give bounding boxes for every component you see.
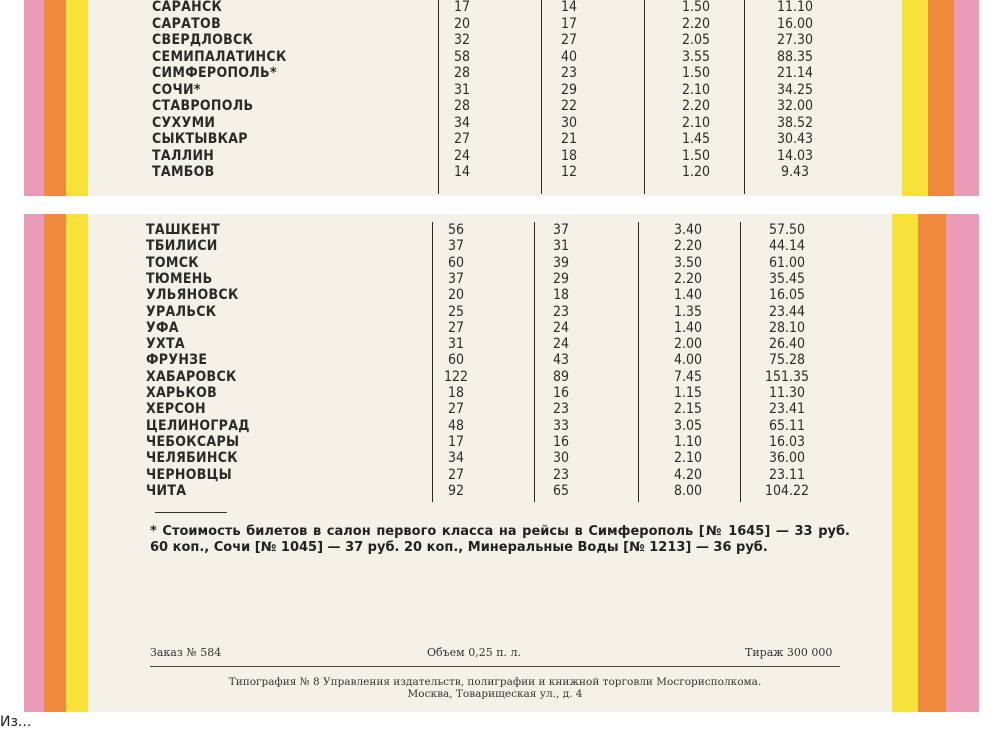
city-name: САРАТОВ bbox=[152, 15, 221, 32]
value-col-3: 1.15 bbox=[673, 385, 703, 401]
value-col-4: 57.50 bbox=[768, 222, 806, 238]
table-row bbox=[24, 483, 979, 499]
city-name: ТЮМЕНЬ bbox=[146, 270, 213, 287]
value-col-1: 34 bbox=[447, 450, 465, 467]
value-col-4: 16.05 bbox=[768, 287, 806, 304]
value-col-2: 27 bbox=[560, 32, 578, 48]
fares-table-bottom bbox=[24, 222, 979, 512]
value-col-3: 1.45 bbox=[681, 131, 711, 147]
city-name: ХАРЬКОВ bbox=[146, 385, 217, 401]
value-col-3: 2.10 bbox=[673, 450, 703, 467]
value-col-1: 17 bbox=[447, 433, 465, 450]
value-col-1: 27 bbox=[447, 319, 465, 336]
value-col-2: 16 bbox=[552, 385, 570, 401]
city-name: СИМФЕРОПОЛЬ* bbox=[152, 65, 277, 81]
value-col-2: 23 bbox=[552, 303, 570, 320]
city-name: УХТА bbox=[146, 336, 185, 353]
value-col-3: 3.50 bbox=[673, 254, 703, 271]
value-col-1: 37 bbox=[447, 238, 465, 255]
value-col-3: 2.20 bbox=[673, 238, 703, 255]
value-col-1: 60 bbox=[447, 352, 465, 369]
value-col-2: 29 bbox=[560, 81, 578, 98]
value-col-2: 23 bbox=[552, 401, 570, 418]
footnote-rule bbox=[155, 512, 227, 513]
value-col-4: 65.11 bbox=[768, 417, 806, 434]
value-col-4: 14.03 bbox=[776, 147, 814, 164]
value-col-4: 9.43 bbox=[780, 164, 810, 180]
value-col-4: 16.03 bbox=[768, 433, 806, 450]
value-col-2: 18 bbox=[560, 147, 578, 164]
city-name: ХАБАРОВСК bbox=[146, 368, 237, 385]
table-row bbox=[24, 434, 979, 450]
city-name: ТАЛЛИН bbox=[152, 147, 215, 164]
value-col-4: 44.14 bbox=[768, 238, 806, 255]
value-col-1: 122 bbox=[443, 368, 469, 385]
value-col-4: 21.14 bbox=[776, 65, 814, 81]
value-col-1: 32 bbox=[453, 32, 471, 48]
value-col-4: 104.22 bbox=[764, 482, 810, 499]
table-row bbox=[24, 352, 979, 368]
value-col-2: 12 bbox=[560, 164, 578, 180]
value-col-3: 1.50 bbox=[681, 65, 711, 81]
city-name: СЕМИПАЛАТИНСК bbox=[152, 48, 287, 65]
value-col-3: 3.40 bbox=[673, 222, 703, 238]
value-col-4: 23.41 bbox=[768, 401, 806, 418]
value-col-2: 30 bbox=[552, 450, 570, 467]
table-row bbox=[24, 401, 979, 417]
value-col-3: 3.05 bbox=[673, 417, 703, 434]
value-col-3: 7.45 bbox=[673, 368, 703, 385]
city-name: ТОМСК bbox=[146, 254, 199, 271]
city-name: ЦЕЛИНОГРАД bbox=[146, 417, 250, 434]
value-col-2: 39 bbox=[552, 254, 570, 271]
value-col-4: 11.10 bbox=[776, 0, 814, 15]
value-col-4: 151.35 bbox=[764, 368, 810, 385]
value-col-1: 27 bbox=[447, 466, 465, 483]
value-col-3: 1.20 bbox=[681, 164, 711, 180]
table-row bbox=[24, 304, 979, 320]
value-col-4: 27.30 bbox=[776, 32, 814, 48]
table-row bbox=[24, 115, 979, 131]
value-col-1: 17 bbox=[453, 0, 471, 15]
value-col-1: 34 bbox=[453, 114, 471, 131]
value-col-2: 16 bbox=[552, 433, 570, 450]
table-row bbox=[24, 287, 979, 303]
value-col-3: 2.10 bbox=[681, 114, 711, 131]
top-page-fragment bbox=[24, 0, 979, 196]
value-col-2: 37 bbox=[552, 222, 570, 238]
value-col-2: 24 bbox=[552, 336, 570, 353]
city-name: СОЧИ* bbox=[152, 81, 201, 98]
city-name: СЫКТЫВКАР bbox=[152, 131, 248, 147]
value-col-4: 30.43 bbox=[776, 131, 814, 147]
city-name: УЛЬЯНОВСК bbox=[146, 287, 239, 304]
value-col-2: 23 bbox=[560, 65, 578, 81]
table-row bbox=[24, 418, 979, 434]
city-name: ЧЕБОКСАРЫ bbox=[146, 433, 240, 450]
city-name: ХЕРСОН bbox=[146, 401, 206, 418]
table-row bbox=[24, 65, 979, 81]
fares-table-top bbox=[24, 0, 979, 195]
value-col-3: 1.35 bbox=[673, 303, 703, 320]
table-row bbox=[24, 271, 979, 287]
value-col-2: 30 bbox=[560, 114, 578, 131]
value-col-3: 4.00 bbox=[673, 352, 703, 369]
value-col-3: 2.20 bbox=[673, 270, 703, 287]
value-col-2: 17 bbox=[560, 15, 578, 32]
value-col-1: 48 bbox=[447, 417, 465, 434]
printer-line-2: Москва, Товарищеская ул., д. 4 bbox=[407, 688, 583, 700]
value-col-2: 24 bbox=[552, 319, 570, 336]
city-name: САРАНСК bbox=[152, 0, 223, 15]
table-row bbox=[24, 49, 979, 65]
value-col-4: 23.11 bbox=[768, 466, 806, 483]
table-row bbox=[24, 222, 979, 238]
value-col-2: 89 bbox=[552, 368, 570, 385]
value-col-2: 31 bbox=[552, 238, 570, 255]
table-row bbox=[24, 336, 979, 352]
table-row bbox=[24, 32, 979, 48]
value-col-4: 75.28 bbox=[768, 352, 806, 369]
value-col-4: 38.52 bbox=[776, 114, 814, 131]
table-row bbox=[24, 164, 979, 180]
city-name: ЧЕЛЯБИНСК bbox=[146, 450, 238, 467]
printer-line-1: Типография № 8 Управления издательств, полиграфии и книжной торговли Мосгорисполкома. bbox=[228, 676, 762, 688]
table-row bbox=[24, 131, 979, 147]
table-row bbox=[24, 98, 979, 114]
table-row bbox=[24, 450, 979, 466]
value-col-2: 65 bbox=[552, 482, 570, 499]
value-col-1: 20 bbox=[453, 15, 471, 32]
value-col-3: 1.40 bbox=[673, 287, 703, 304]
value-col-1: 27 bbox=[453, 131, 471, 147]
value-col-4: 28.10 bbox=[768, 319, 806, 336]
city-name: УРАЛЬСК bbox=[146, 303, 217, 320]
table-row bbox=[24, 0, 979, 15]
value-col-3: 2.10 bbox=[681, 81, 711, 98]
value-col-2: 18 bbox=[552, 287, 570, 304]
value-col-3: 2.00 bbox=[673, 336, 703, 353]
value-col-1: 20 bbox=[447, 287, 465, 304]
value-col-4: 26.40 bbox=[768, 336, 806, 353]
value-col-1: 60 bbox=[447, 254, 465, 271]
table-row bbox=[24, 467, 979, 483]
city-name: ТАШКЕНТ bbox=[146, 222, 221, 238]
city-name: СВЕРДЛОВСК bbox=[152, 32, 254, 48]
value-col-3: 2.05 bbox=[681, 32, 711, 48]
first-class-footnote: * Стоимость билетов в салон первого класса на рейсы в Симферополь [№ 1645] — 33 руб. 60 коп., Сочи [№ 1045] — 37 руб. 20 коп., Минеральные Воды [№ 1213] — 36 руб. bbox=[150, 524, 850, 555]
value-col-3: 1.50 bbox=[681, 147, 711, 164]
image-caption: Из... bbox=[0, 714, 32, 730]
city-name: УФА bbox=[146, 319, 179, 336]
imprint-rule bbox=[150, 666, 840, 667]
value-col-4: 32.00 bbox=[776, 98, 814, 114]
value-col-4: 23.44 bbox=[768, 303, 806, 320]
value-col-2: 43 bbox=[552, 352, 570, 369]
city-name: ТБИЛИСИ bbox=[146, 238, 218, 255]
table-row bbox=[24, 16, 979, 32]
print-volume: Объем 0,25 п. л. bbox=[427, 646, 521, 659]
value-col-4: 11.30 bbox=[768, 385, 806, 401]
value-col-3: 2.15 bbox=[673, 401, 703, 418]
value-col-1: 58 bbox=[453, 48, 471, 65]
value-col-3: 3.55 bbox=[681, 48, 711, 65]
value-col-2: 23 bbox=[552, 466, 570, 483]
city-name: ФРУНЗЕ bbox=[146, 352, 208, 369]
value-col-1: 92 bbox=[447, 482, 465, 499]
value-col-3: 2.20 bbox=[681, 15, 711, 32]
value-col-1: 37 bbox=[447, 270, 465, 287]
city-name: ЧИТА bbox=[146, 482, 187, 499]
printer-info bbox=[150, 676, 840, 700]
value-col-2: 14 bbox=[560, 0, 578, 15]
city-name: СТАВРОПОЛЬ bbox=[152, 98, 254, 114]
value-col-1: 18 bbox=[447, 385, 465, 401]
value-col-4: 36.00 bbox=[768, 450, 806, 467]
value-col-1: 28 bbox=[453, 65, 471, 81]
order-number: Заказ № 584 bbox=[150, 646, 222, 659]
value-col-4: 35.45 bbox=[768, 270, 806, 287]
value-col-1: 14 bbox=[453, 164, 471, 180]
value-col-2: 29 bbox=[552, 270, 570, 287]
value-col-4: 16.00 bbox=[776, 15, 814, 32]
value-col-4: 61.00 bbox=[768, 254, 806, 271]
city-name: СУХУМИ bbox=[152, 114, 216, 131]
print-run: Тираж 300 000 bbox=[745, 646, 833, 659]
value-col-4: 88.35 bbox=[776, 48, 814, 65]
value-col-1: 31 bbox=[447, 336, 465, 353]
value-col-1: 24 bbox=[453, 147, 471, 164]
value-col-2: 40 bbox=[560, 48, 578, 65]
value-col-1: 31 bbox=[453, 81, 471, 98]
value-col-2: 22 bbox=[560, 98, 578, 114]
value-col-3: 2.20 bbox=[681, 98, 711, 114]
value-col-3: 8.00 bbox=[673, 482, 703, 499]
value-col-1: 56 bbox=[447, 222, 465, 238]
table-row bbox=[24, 255, 979, 271]
value-col-1: 28 bbox=[453, 98, 471, 114]
bottom-page bbox=[24, 214, 979, 712]
table-row bbox=[24, 369, 979, 385]
table-row bbox=[24, 148, 979, 164]
value-col-2: 21 bbox=[560, 131, 578, 147]
value-col-1: 27 bbox=[447, 401, 465, 418]
value-col-3: 1.10 bbox=[673, 433, 703, 450]
city-name: ЧЕРНОВЦЫ bbox=[146, 466, 232, 483]
city-name: ТАМБОВ bbox=[152, 164, 215, 180]
value-col-4: 34.25 bbox=[776, 81, 814, 98]
table-row bbox=[24, 320, 979, 336]
value-col-2: 33 bbox=[552, 417, 570, 434]
value-col-3: 1.50 bbox=[681, 0, 711, 15]
table-row bbox=[24, 82, 979, 98]
value-col-1: 25 bbox=[447, 303, 465, 320]
table-row bbox=[24, 385, 979, 401]
value-col-3: 4.20 bbox=[673, 466, 703, 483]
value-col-3: 1.40 bbox=[673, 319, 703, 336]
table-row bbox=[24, 238, 979, 254]
